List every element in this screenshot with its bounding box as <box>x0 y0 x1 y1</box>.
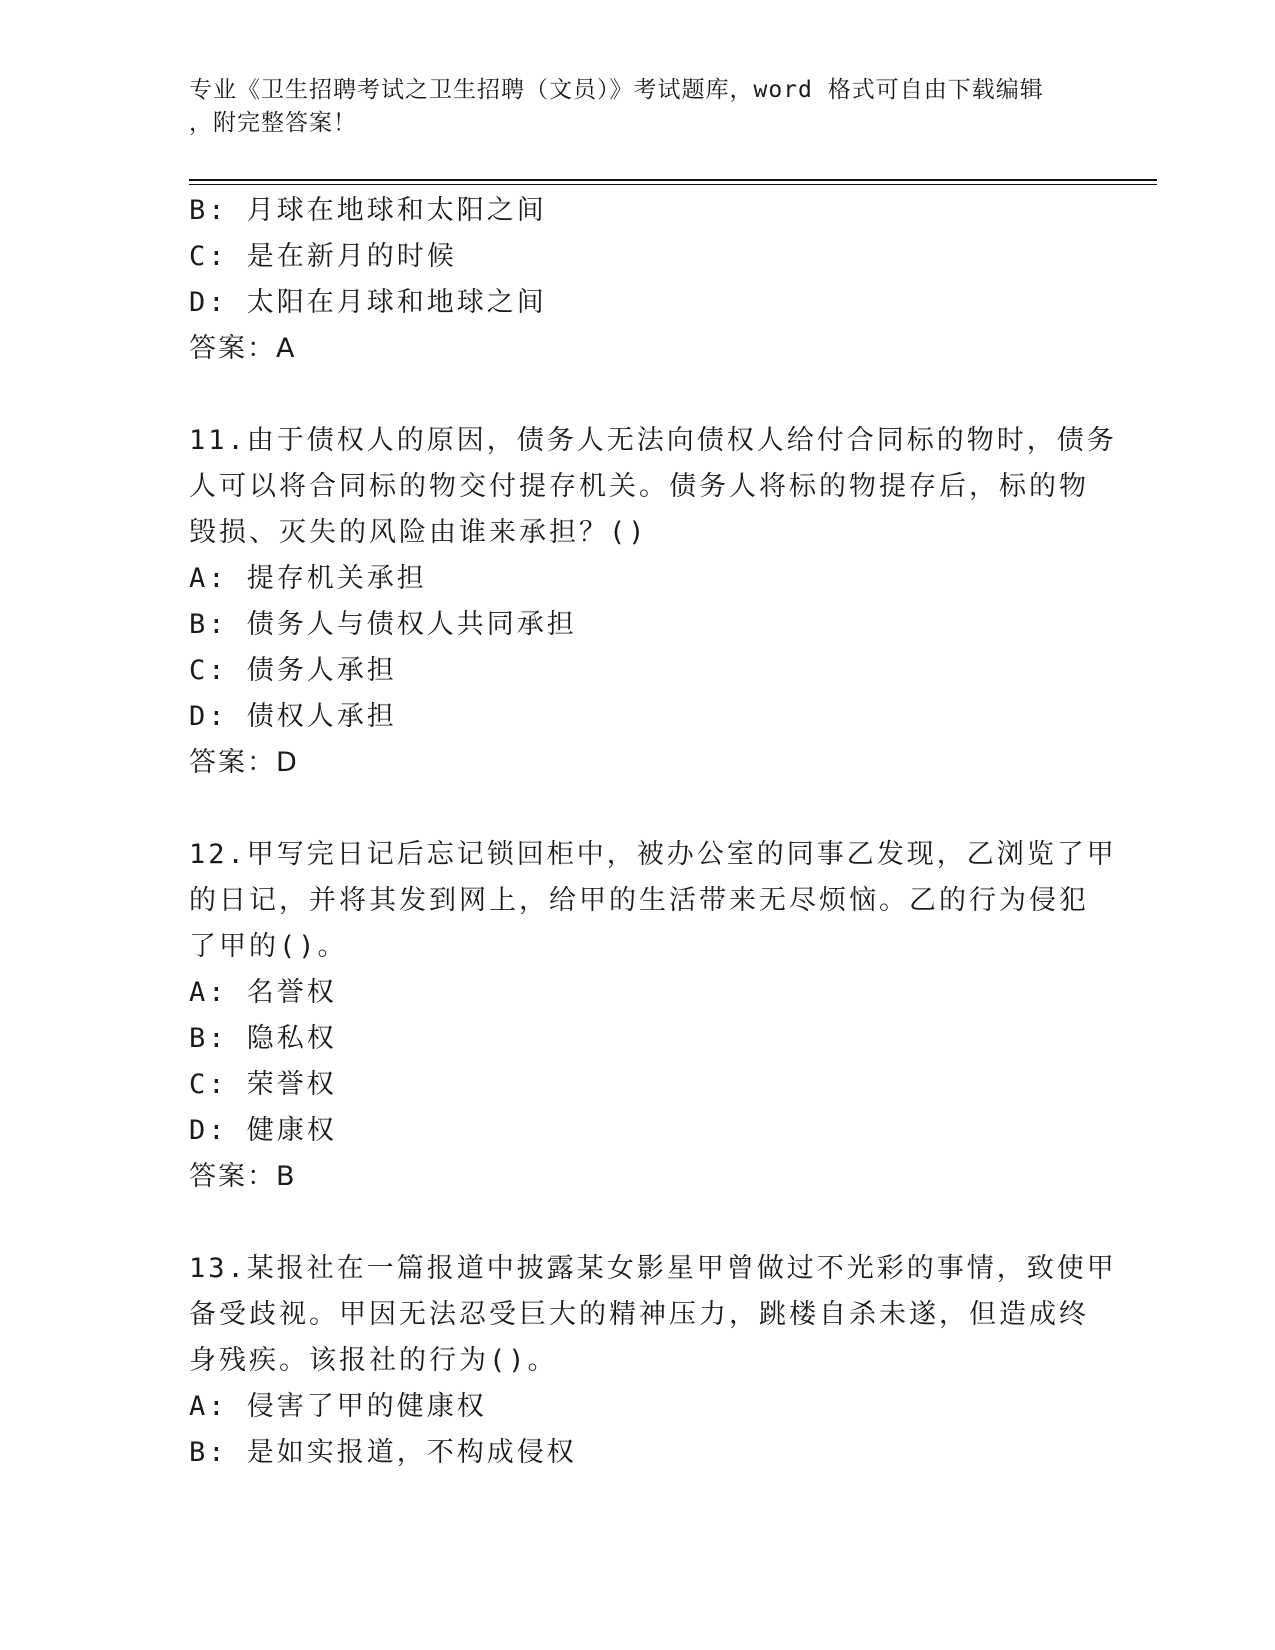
option-d: D: 健康权 <box>189 1115 337 1146</box>
answer-line: 答案：D <box>189 747 299 778</box>
answer-line: 答案：A <box>189 333 297 364</box>
option-b: B: 是如实报道，不构成侵权 <box>189 1437 577 1468</box>
header-divider-thin <box>189 184 1157 185</box>
header-line-1: 专业《卫生招聘考试之卫生招聘（文员）》考试题库，word 格式可自由下载编辑 <box>189 77 1044 103</box>
option-b: B: 隐私权 <box>189 1023 337 1054</box>
option-d: D: 债权人承担 <box>189 701 397 732</box>
option-a: A: 名誉权 <box>189 977 337 1008</box>
question-13 <box>189 1246 1117 1476</box>
option-d: D: 太阳在月球和地球之间 <box>189 287 547 318</box>
question-stem-line: 备受歧视。甲因无法忍受巨大的精神压力，跳楼自杀未遂，但造成终 <box>189 1299 1089 1330</box>
question-11 <box>189 418 1117 786</box>
option-b: B: 债务人与债权人共同承担 <box>189 609 577 640</box>
question-stem-line: 毁损、灭失的风险由谁来承担？() <box>189 517 648 548</box>
option-c: C: 是在新月的时候 <box>189 241 457 272</box>
document-body <box>189 188 1117 1476</box>
question-stem-line: 的日记，并将其发到网上，给甲的生活带来无尽烦恼。乙的行为侵犯 <box>189 885 1089 916</box>
header-divider-thick <box>189 179 1157 181</box>
option-a: A: 提存机关承担 <box>189 563 427 594</box>
question-stem-line: 身残疾。该报社的行为()。 <box>189 1345 558 1376</box>
question-stem-line: 12.甲写完日记后忘记锁回柜中，被办公室的同事乙发现，乙浏览了甲 <box>189 839 1117 870</box>
question-stem-line: 13.某报社在一篇报道中披露某女影星甲曾做过不光彩的事情，致使甲 <box>189 1253 1117 1284</box>
question-stem-line: 11.由于债权人的原因，债务人无法向债权人给付合同标的物时，债务 <box>189 425 1117 456</box>
option-c: C: 债务人承担 <box>189 655 397 686</box>
question-12 <box>189 832 1117 1200</box>
document-header <box>189 74 1089 140</box>
question-stem-line: 人可以将合同标的物交付提存机关。债务人将标的物提存后，标的物 <box>189 471 1089 502</box>
question-stem-line: 了甲的()。 <box>189 931 348 962</box>
option-b: B: 月球在地球和太阳之间 <box>189 195 547 226</box>
header-line-2: ，附完整答案！ <box>189 110 357 136</box>
answer-line: 答案：B <box>189 1161 297 1192</box>
option-c: C: 荣誉权 <box>189 1069 337 1100</box>
option-a: A: 侵害了甲的健康权 <box>189 1391 487 1422</box>
prev-question-block <box>189 188 1089 372</box>
